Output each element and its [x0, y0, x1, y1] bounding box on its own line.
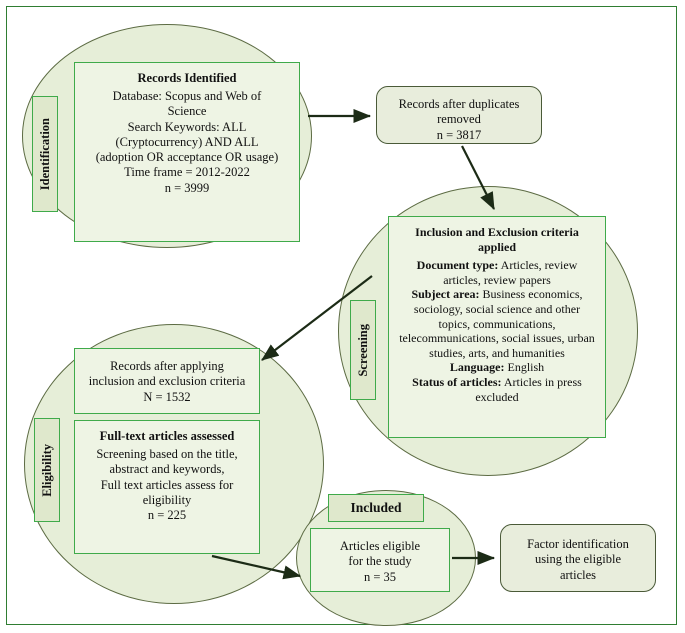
node-records-after-criteria — [74, 348, 260, 414]
criterion-status-label: Status of articles: — [412, 375, 502, 389]
node-articles-eligible-line-0: Articles eligible — [339, 539, 421, 553]
criterion-document-type-value: Articles, review articles, review papers — [443, 258, 578, 287]
node-records-identified-line-0: Database: Scopus and Web of — [112, 89, 262, 103]
node-fulltext-assessed-line-4: n = 225 — [147, 508, 187, 522]
node-fulltext-assessed-line-3: eligibility — [142, 492, 192, 507]
node-fulltext-assessed-line-2: Full text articles assess for — [100, 477, 234, 492]
stage-label-eligibility — [34, 418, 60, 522]
stage-label-eligibility-text: Eligibility — [39, 443, 54, 497]
node-duplicates-removed-line-1: removed — [437, 112, 481, 127]
node-records-identified-line-4: (adoption OR acceptance OR usage) — [95, 150, 279, 164]
criterion-language-label: Language: — [449, 360, 505, 375]
node-duplicates-removed-line-2: n = 3817 — [436, 127, 482, 142]
criterion-subject-area-label: Subject area: — [411, 287, 480, 302]
node-fulltext-assessed-line-0: Screening based on the title, — [96, 447, 238, 461]
node-factor-identification-line-2: articles — [559, 567, 597, 582]
node-fulltext-assessed-line-1: abstract and keywords, — [109, 462, 225, 477]
stage-label-screening — [350, 300, 376, 400]
node-duplicates-removed-line-0: Records after duplicates — [398, 97, 520, 111]
node-inclusion-exclusion — [388, 216, 606, 438]
node-fulltext-assessed — [74, 420, 260, 554]
stage-label-identification — [32, 96, 58, 212]
criterion-subject-area — [397, 287, 597, 360]
criterion-language — [397, 360, 597, 375]
node-articles-eligible — [310, 528, 450, 592]
node-records-identified-title: Records Identified — [137, 71, 237, 85]
node-records-identified-line-6: n = 3999 — [164, 180, 210, 195]
node-factor-identification-line-1: using the eligible — [534, 552, 622, 567]
criterion-subject-area-value: Business economics, sociology, social science and other topics, communications, telecommunications, social issues, urban studies, arts, and humanities — [399, 287, 595, 360]
stage-label-identification-text: Identification — [37, 117, 52, 191]
stage-label-screening-text: Screening — [355, 323, 370, 377]
node-inclusion-exclusion-title: Inclusion and Exclusion criteria applied — [415, 225, 579, 254]
node-fulltext-assessed-title: Full-text articles assessed — [99, 429, 235, 443]
node-records-after-criteria-line-2: N = 1532 — [143, 389, 191, 404]
criterion-document-type-label: Document type: — [416, 258, 499, 272]
node-records-after-criteria-line-0: Records after applying — [110, 359, 224, 373]
node-factor-identification — [500, 524, 656, 592]
node-records-identified-line-1: Science — [167, 104, 207, 119]
node-records-identified-line-2: Search Keywords: ALL — [127, 119, 247, 134]
criterion-language-value: English — [507, 360, 545, 375]
node-duplicates-removed — [376, 86, 542, 144]
node-factor-identification-line-0: Factor identification — [527, 537, 629, 551]
criterion-document-type — [397, 258, 597, 287]
node-records-after-criteria-line-1: inclusion and exclusion criteria — [88, 374, 246, 389]
criterion-status — [397, 375, 597, 404]
node-records-identified-line-3: (Cryptocurrency) AND ALL — [115, 134, 259, 149]
node-articles-eligible-line-1: for the study — [348, 554, 412, 569]
node-records-identified-line-5: Time frame = 2012-2022 — [124, 165, 250, 180]
node-records-identified — [74, 62, 300, 242]
node-articles-eligible-line-2: n = 35 — [363, 569, 397, 584]
criterion-status-value: Articles in press excluded — [475, 375, 582, 404]
stage-label-included-text: Included — [350, 500, 402, 515]
stage-label-included — [328, 494, 424, 522]
